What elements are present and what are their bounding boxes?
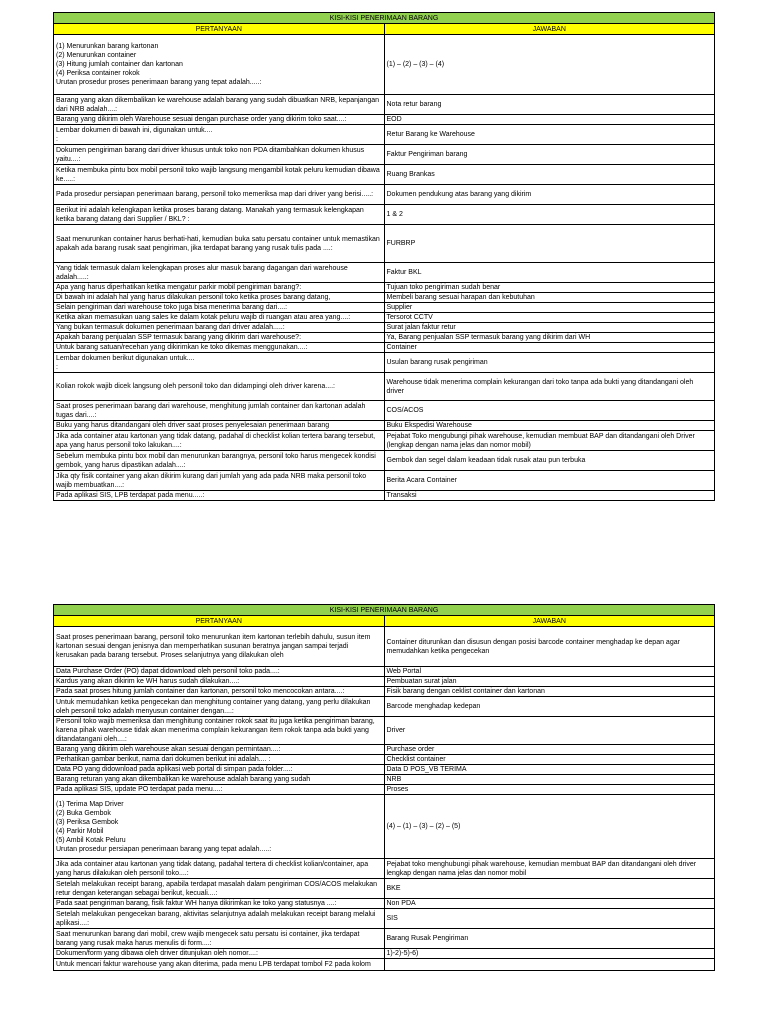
answer-cell: BKE — [384, 879, 715, 899]
table-row — [54, 283, 715, 293]
question-cell: Data PO yang didownload pada aplikasi web portal di simpan pada folder....: — [54, 765, 385, 775]
answer-cell: Supplier — [384, 303, 715, 313]
question-cell: Barang yang dikirim oleh warehouse akan sesuai dengan permintaan....: — [54, 745, 385, 755]
table-row — [54, 401, 715, 421]
question-cell: Yang tidak termasuk dalam kelengkapan proses alur masuk barang dagangan dari warehouse adalah.....: — [54, 263, 385, 283]
answer-cell: Ruang Brankas — [384, 165, 715, 185]
answer-cell: SIS — [384, 909, 715, 929]
table-row — [54, 263, 715, 283]
question-cell: Apa yang harus diperhatikan ketika mengatur parkir mobil pengiriman barang?: — [54, 283, 385, 293]
question-cell: Jika ada container atau kartonan yang tidak datang, padahal di checklist kolian tertera barang tersebut, apa yang harus personil toko lakukan....: — [54, 431, 385, 451]
question-cell: Data Purchase Order (PO) dapat didownload oleh personil toko pada....: — [54, 667, 385, 677]
question-cell: Saat menurunkan container harus berhati-hati, kemudian buka satu persatu container untuk memastikan apakah ada barang rusak saat pengiriman, jika terdapat barang yang rusak tulis pada ....: — [54, 225, 385, 263]
table-row — [54, 697, 715, 717]
question-cell: Pada aplikasi SIS, LPB terdapat pada menu.....: — [54, 491, 385, 501]
answer-cell: Pejabat Toko mengubungi pihak warehouse, kemudian membuat BAP dan ditandangani oleh Driver (lengkap dengan nama jelas dan nomor mobil) — [384, 431, 715, 451]
answer-cell: Faktur Pengiriman barang — [384, 145, 715, 165]
answer-cell: Barcode menghadap kedepan — [384, 697, 715, 717]
question-cell: Untuk barang satuan/recehan yang dikirimkan ke toko dikemas menggunakan....: — [54, 343, 385, 353]
answer-cell: Web Portal — [384, 667, 715, 677]
question-cell: Barang yang akan dikembalikan ke warehouse adalah barang yang sudah dibuatkan NRB, kepanjangan dari NRB adalah....: — [54, 95, 385, 115]
answer-cell: Gembok dan segel dalam keadaan tidak rusak atau pun terbuka — [384, 451, 715, 471]
answer-cell: Proses — [384, 785, 715, 795]
sheet-title: KISI-KISI PENERIMAAN BARANG — [54, 605, 715, 616]
question-cell: Kardus yang akan dikirim ke WH harus sudah dilakukan....: — [54, 677, 385, 687]
table-row — [54, 745, 715, 755]
question-cell: Di bawah ini adalah hal yang harus dilakukan personil toko ketika proses barang datang, — [54, 293, 385, 303]
table-row — [54, 687, 715, 697]
answer-cell: Tersorot CCTV — [384, 313, 715, 323]
question-cell: Dokumen/form yang dibawa oleh driver ditunjukan oleh nomor....: — [54, 949, 385, 959]
question-cell: Setelah melakukan receipt barang, apabila terdapat masalah dalam pengiriman COS/ACOS melakukan retur dengan keterangan sebagai berikut, kecuali....: — [54, 879, 385, 899]
answer-cell: Purchase order — [384, 745, 715, 755]
answer-cell: Container — [384, 343, 715, 353]
question-cell: Saat menurunkan barang dari mobil, crew wajib mengecek satu persatu isi container, jika terdapat barang yang rusak maka harus menulis di form....: — [54, 929, 385, 949]
answer-cell: Membeli barang sesuai harapan dan kebutuhan — [384, 293, 715, 303]
table-row — [54, 313, 715, 323]
question-cell: Untuk memudahkan ketika pengecekan dan menghitung container yang datang, yang perlu dilakukan oleh personil toko adalah menyusun container dengan....: — [54, 697, 385, 717]
table-row — [54, 775, 715, 785]
question-cell: Yang bukan termasuk dokumen penerimaan barang dari driver adalah.....: — [54, 323, 385, 333]
answer-cell: Buku Ekspedisi Warehouse — [384, 421, 715, 431]
question-cell: Pada prosedur persiapan penerimaan barang, personil toko memeriksa map dari driver yang berisi.....: — [54, 185, 385, 205]
table-row — [54, 303, 715, 313]
answer-cell: Nota retur barang — [384, 95, 715, 115]
table-row — [54, 431, 715, 451]
table-row — [54, 115, 715, 125]
answer-cell: EOD — [384, 115, 715, 125]
table-row — [54, 859, 715, 879]
table-row — [54, 627, 715, 667]
answer-cell: (4) – (1) – (3) – (2) – (5) — [384, 795, 715, 859]
table-row — [54, 333, 715, 343]
question-cell: Pada saat proses hitung jumlah container dan kartonan, personil toko mencocokan antara....: — [54, 687, 385, 697]
table-row — [54, 929, 715, 949]
answer-cell: COS/ACOS — [384, 401, 715, 421]
answer-cell: (1) – (2) – (3) – (4) — [384, 35, 715, 95]
kisi-kisi-sheet-2 — [53, 604, 715, 971]
table-row — [54, 373, 715, 401]
answer-cell: Barang Rusak Pengiriman — [384, 929, 715, 949]
answer-cell: Non PDA — [384, 899, 715, 909]
sheet-title: KISI-KISI PENERIMAAN BARANG — [54, 13, 715, 24]
table-row — [54, 949, 715, 959]
question-cell: Perhatikan gambar berikut, nama dari dokumen berikut ini adalah.... : — [54, 755, 385, 765]
answer-cell: Fisik barang dengan ceklist container dan kartonan — [384, 687, 715, 697]
table-row — [54, 899, 715, 909]
question-cell: (1) Menurunkan barang kartonan (2) Menurunkan container (3) Hitung jumlah container dan kartonan (4) Periksa container rokok Urutan prosedur proses penerimaan barang yang tepat adalah.....: — [54, 35, 385, 95]
question-cell: Personil toko wajib memeriksa dan menghitung container rokok saat itu juga ketika pengiriman barang, karena pihak warehouse tidak akan menerima complain kekurangan item rokok tanpa ada bukti yang ditandatangani oleh....: — [54, 717, 385, 745]
table-row — [54, 323, 715, 333]
question-cell: Untuk mencari faktur warehouse yang akan diterima, pada menu LPB terdapat tombol F2 pada kolom — [54, 959, 385, 971]
table-row — [54, 471, 715, 491]
table-row — [54, 165, 715, 185]
question-cell: Saat proses penerimaan barang dari warehouse, menghitung jumlah container dan kartonan adalah tugas dari....: — [54, 401, 385, 421]
answer-cell: Pembuatan surat jalan — [384, 677, 715, 687]
table-row — [54, 293, 715, 303]
question-cell: Setelah melakukan pengecekan barang, aktivitas selanjutnya adalah melakukan receipt barang melalui aplikasi....: — [54, 909, 385, 929]
table-row — [54, 185, 715, 205]
question-cell: Selain pengiriman dari warehouse toko juga bisa menerima barang dari....: — [54, 303, 385, 313]
table-row — [54, 959, 715, 971]
question-cell: Pada saat pengiriman barang, fisik faktur WH hanya dikirimkan ke toko yang statusnya ....: — [54, 899, 385, 909]
question-cell: Sebelum membuka pintu box mobil dan menurunkan barangnya, personil toko harus mengecek kondisi gembok, yang harus dipastikan adalah....: — [54, 451, 385, 471]
question-cell: Dokumen pengiriman barang dari driver khusus untuk toko non PDA ditambahkan dokumen khusus yaitu....: — [54, 145, 385, 165]
question-cell: Berikut ini adalah kelengkapan ketika proses barang datang. Manakah yang termasuk kelengkapan ketika barang datang dari Supplier / BKL? : — [54, 205, 385, 225]
column-header-question: PERTANYAAN — [54, 616, 385, 627]
table-row — [54, 879, 715, 899]
question-cell: Lembar dokumen berikut digunakan untuk.... : — [54, 353, 385, 373]
kisi-kisi-sheet-1 — [53, 12, 715, 501]
table-row — [54, 677, 715, 687]
table-row — [54, 785, 715, 795]
table-row — [54, 717, 715, 745]
column-header-answer: JAWABAN — [384, 616, 715, 627]
question-cell: Jika qty fisik container yang akan dikirim kurang dari jumlah yang ada pada NRB maka personil toko wajib membuatkan....: — [54, 471, 385, 491]
answer-cell — [384, 959, 715, 971]
answer-cell: Tujuan toko pengiriman sudah benar — [384, 283, 715, 293]
table-row — [54, 755, 715, 765]
column-header-question: PERTANYAAN — [54, 24, 385, 35]
answer-cell: FURBRP — [384, 225, 715, 263]
question-cell: Buku yang harus ditandangani oleh driver saat proses penyelesaian penerimaan barang — [54, 421, 385, 431]
table-row — [54, 95, 715, 115]
table-row — [54, 125, 715, 145]
table-row — [54, 451, 715, 471]
question-cell: Saat proses penerimaan barang, personil toko menurunkan item kartonan terlebih dahulu, susun item kartonan sesuai dengan jenisnya dan memperhatikan susunan beratnya jangan sampai terjadi kerusakan pada barang tersebut. Proses selanjutnya yang dilakukan oleh — [54, 627, 385, 667]
table-row — [54, 765, 715, 775]
answer-cell: Pejabat toko menghubungi pihak warehouse, kemudian membuat BAP dan ditandangani oleh driver lengkap dengan nama jelas dan nomor mobil — [384, 859, 715, 879]
question-cell: Barang yang dikirim oleh Warehouse sesuai dengan purchase order yang dikirim toko saat....: — [54, 115, 385, 125]
question-cell: Jika ada container atau kartonan yang tidak datang, padahal tertera di checklist kolian/container, apa yang harus dilakukan oleh personil toko....: — [54, 859, 385, 879]
answer-cell: NRB — [384, 775, 715, 785]
question-cell: Ketika akan memasukan uang sales ke dalam kotak peluru wajib di ruangan atau area yang....: — [54, 313, 385, 323]
table-row — [54, 225, 715, 263]
table-row — [54, 353, 715, 373]
answer-cell: Retur Barang ke Warehouse — [384, 125, 715, 145]
answer-cell: Warehouse tidak menerima complain kekurangan dari toko tanpa ada bukti yang ditandangani oleh driver — [384, 373, 715, 401]
answer-cell: Ya, Barang penjualan SSP termasuk barang yang dikirim dari WH — [384, 333, 715, 343]
table-row — [54, 909, 715, 929]
column-header-answer: JAWABAN — [384, 24, 715, 35]
question-cell: Pada aplikasi SIS, update PO terdapat pada menu....: — [54, 785, 385, 795]
answer-cell: Berita Acara Container — [384, 471, 715, 491]
question-cell: Kolian rokok wajib dicek langsung oleh personil toko dan didampingi oleh driver karena....: — [54, 373, 385, 401]
answer-cell: Container diturunkan dan disusun dengan posisi barcode container menghadap ke depan agar memudahkan ketika pengecekan — [384, 627, 715, 667]
answer-cell: Dokumen pendukung atas barang yang dikirim — [384, 185, 715, 205]
table-row — [54, 421, 715, 431]
answer-cell: Driver — [384, 717, 715, 745]
table-row — [54, 795, 715, 859]
answer-cell: Transaksi — [384, 491, 715, 501]
table-row — [54, 145, 715, 165]
question-cell: (1) Terima Map Driver (2) Buka Gembok (3) Periksa Gembok (4) Parkir Mobil (5) Ambil Kotak Peluru Urutan prosedur persiapan penerimaan barang yang tepat adalah.....: — [54, 795, 385, 859]
table-row — [54, 343, 715, 353]
table-row — [54, 491, 715, 501]
table-row — [54, 205, 715, 225]
answer-cell: Data D POS_VB TERIMA — [384, 765, 715, 775]
answer-cell: Surat jalan faktur retur — [384, 323, 715, 333]
answer-cell: Faktur BKL — [384, 263, 715, 283]
answer-cell: Usulan barang rusak pengiriman — [384, 353, 715, 373]
answer-cell: 1)-2)-5)-6) — [384, 949, 715, 959]
question-cell: Lembar dokumen di bawah ini, digunakan untuk.... : — [54, 125, 385, 145]
table-row — [54, 667, 715, 677]
answer-cell: Checklist container — [384, 755, 715, 765]
question-cell: Ketika membuka pintu box mobil personil toko wajib langsung mengambil kotak peluru kemudian dibawa ke.....: — [54, 165, 385, 185]
table-row — [54, 35, 715, 95]
question-cell: Barang returan yang akan dikembalikan ke warehouse adalah barang yang sudah — [54, 775, 385, 785]
question-cell: Apakah barang penjualan SSP termasuk barang yang dikirim dari warehouse?: — [54, 333, 385, 343]
answer-cell: 1 & 2 — [384, 205, 715, 225]
